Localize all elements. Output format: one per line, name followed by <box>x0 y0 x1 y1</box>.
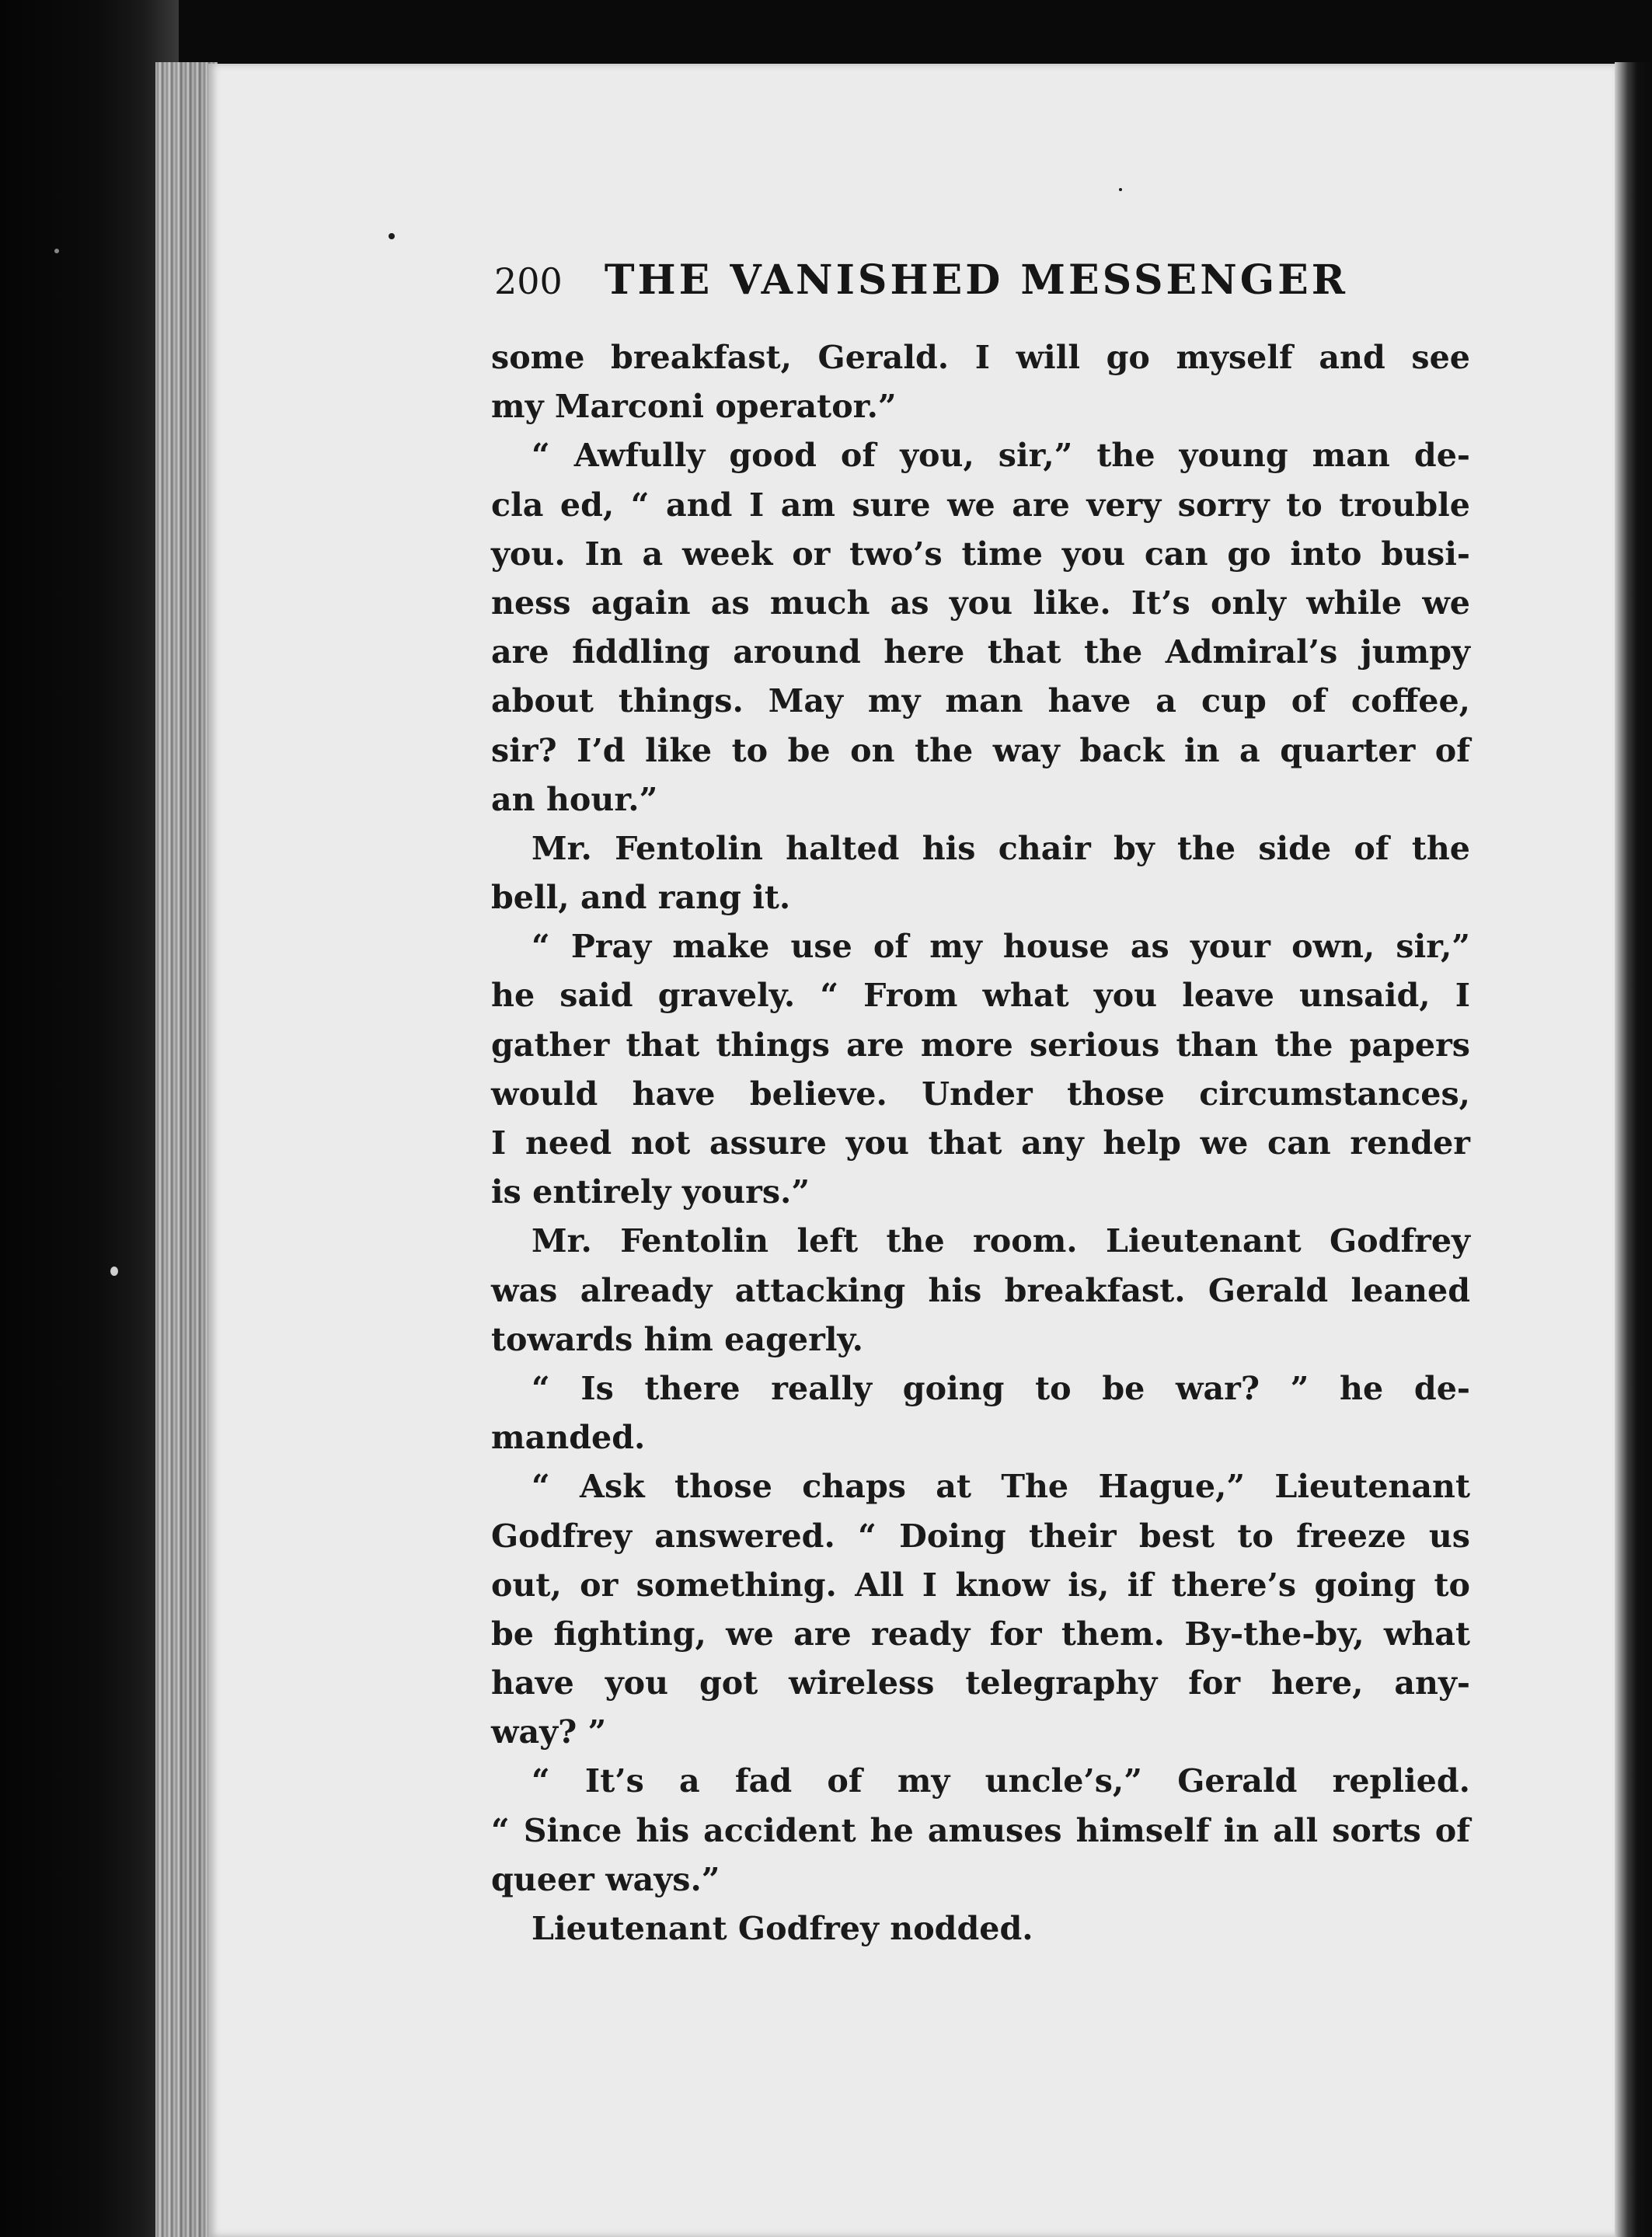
text-line: my Marconi operator.” <box>491 387 897 426</box>
text-line: be fighting, we are ready for them. By-the-by, what <box>491 1614 1470 1653</box>
film-speck <box>110 1267 118 1276</box>
text-line: “ Since his accident he amuses himself in all sorts of <box>491 1810 1470 1849</box>
text-line: “ Pray make use of my house as your own, sir,” <box>531 927 1470 966</box>
text-line: an hour.” <box>491 779 658 818</box>
text-line: he said gravely. “ From what you leave unsaid, I <box>491 976 1470 1015</box>
page-number: 200 <box>494 260 563 302</box>
text-line: cla ed, “ and I am sure we are very sorry to trouble <box>491 485 1470 524</box>
running-title: THE VANISHED MESSENGER <box>604 256 1348 304</box>
text-line: “ Ask those chaps at The Hague,” Lieutenant <box>531 1467 1470 1506</box>
text-line: about things. May my man have a cup of coffee, <box>491 681 1470 720</box>
text-line: Lieutenant Godfrey nodded. <box>531 1909 1033 1947</box>
film-speck <box>389 233 395 239</box>
right-film-margin <box>1615 62 1652 2237</box>
text-line: Mr. Fentolin halted his chair by the side of the <box>531 828 1470 867</box>
text-line: way? ” <box>491 1713 607 1751</box>
text-line: would have believe. Under those circumstances, <box>491 1074 1470 1113</box>
text-line: some breakfast, Gerald. I will go myself and see <box>491 338 1470 376</box>
text-line: ness again as much as you like. It’s only while we <box>491 583 1470 622</box>
text-line: queer ways.” <box>491 1859 720 1898</box>
text-line: bell, and rang it. <box>491 878 791 917</box>
film-speck <box>54 249 59 253</box>
text-line: “ Awfully good of you, sir,” the young man de- <box>531 436 1470 475</box>
left-film-margin <box>0 0 179 2237</box>
text-line: Godfrey answered. “ Doing their best to freeze us <box>491 1516 1470 1555</box>
text-line: are fiddling around here that the Admiral’s jumpy <box>491 632 1470 671</box>
text-line: Mr. Fentolin left the room. Lieutenant Godfrey <box>531 1221 1470 1260</box>
text-line: was already attacking his breakfast. Gerald leaned <box>491 1270 1470 1309</box>
text-line: sir? I’d like to be on the way back in a quarter of <box>491 730 1470 769</box>
text-line: I need not assure you that any help we can render <box>491 1124 1470 1162</box>
text-line: out, or something. All I know is, if there’s going to <box>491 1565 1470 1604</box>
film-speck <box>1119 188 1122 191</box>
running-header <box>494 256 1388 304</box>
body-text <box>491 333 1470 1953</box>
text-line: you. In a week or two’s time you can go into busi- <box>491 534 1470 573</box>
text-line: “ It’s a fad of my uncle’s,” Gerald replied. <box>531 1761 1470 1800</box>
text-line: towards him eagerly. <box>491 1319 863 1358</box>
text-line: gather that things are more serious than the papers <box>491 1025 1470 1064</box>
text-line: is entirely yours.” <box>491 1173 810 1211</box>
text-line: manded. <box>491 1418 646 1457</box>
text-line: have you got wireless telegraphy for here, any- <box>491 1664 1470 1702</box>
text-line: “ Is there really going to be war? ” he de- <box>531 1368 1470 1407</box>
